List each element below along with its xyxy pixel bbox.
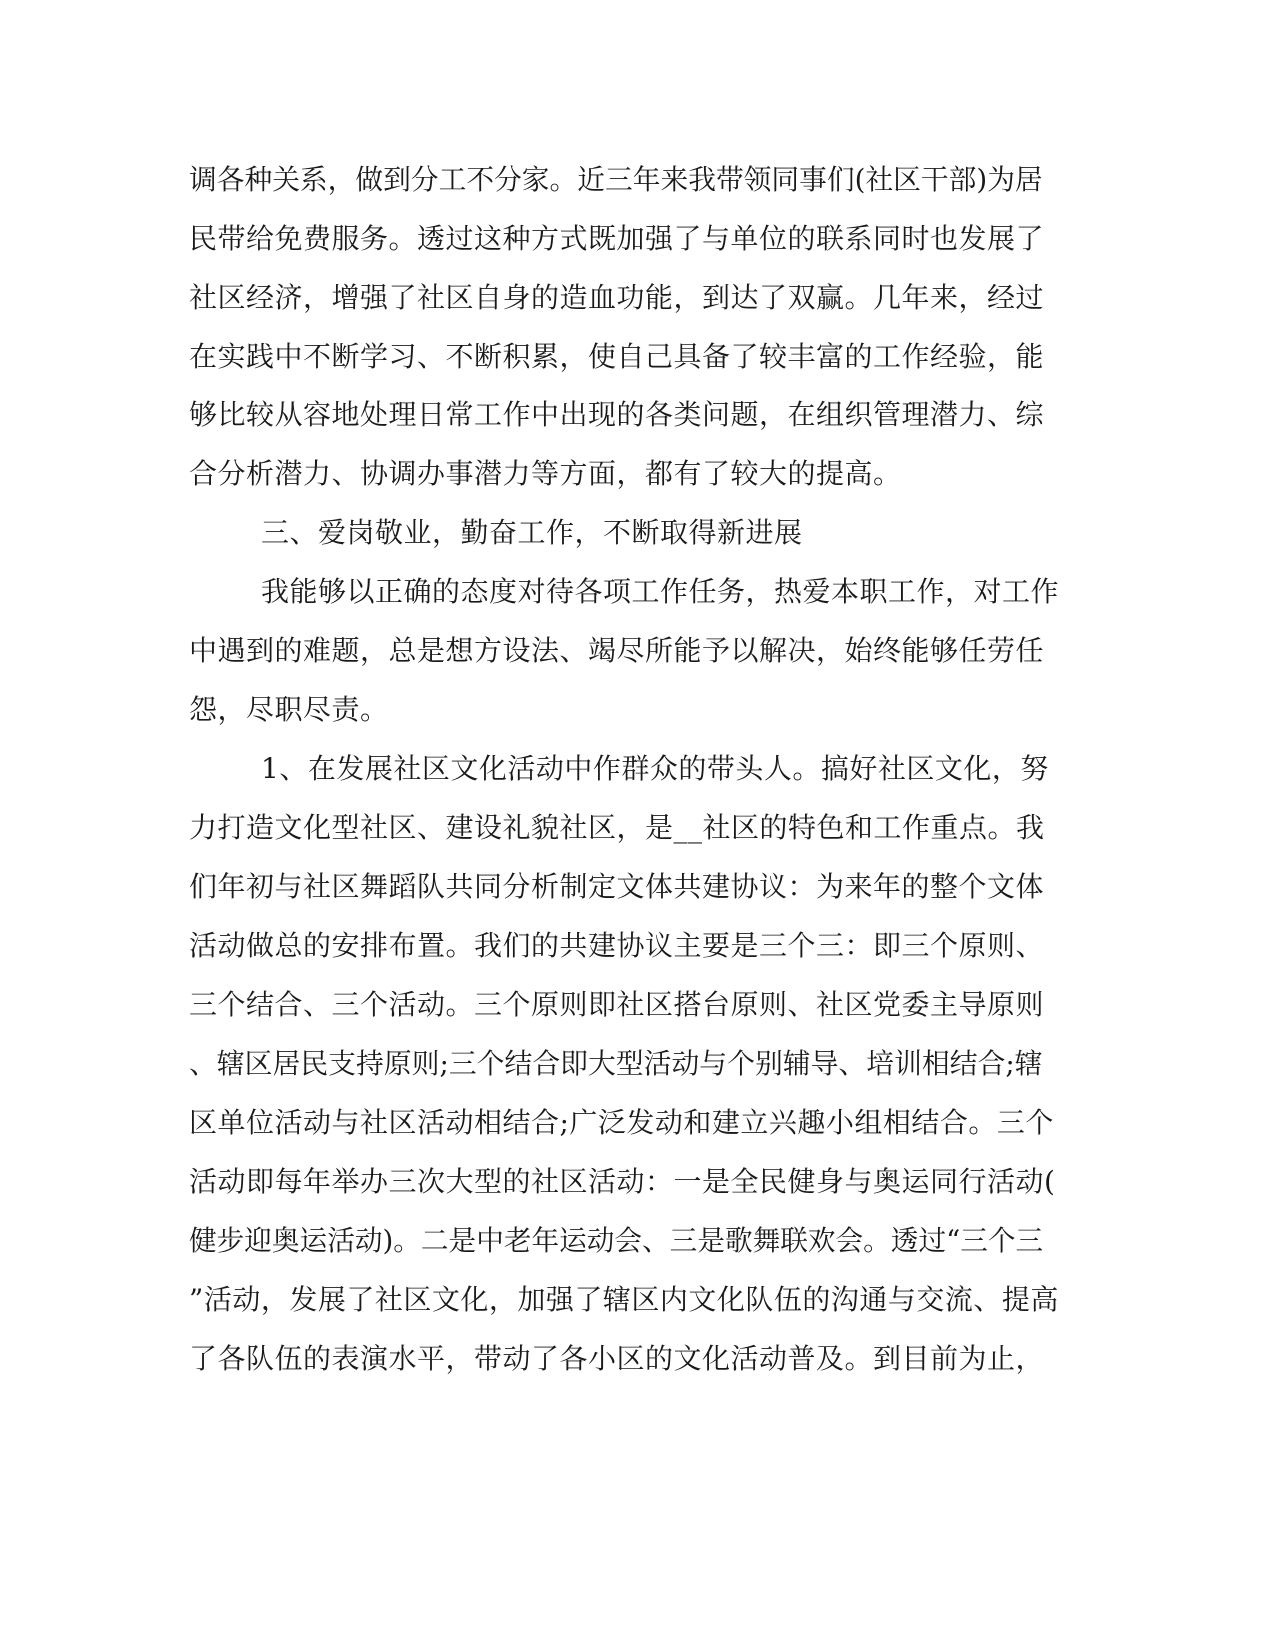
text-line: 健步迎奥运活动)。二是中老年运动会、三是歌舞联欢会。透过“三个三 (189, 1224, 1044, 1257)
text-line: 够比较从容地处理日常工作中出现的各类问题，在组织管理潜力、综 (189, 398, 1045, 431)
text-line: 活动做总的安排布置。我们的共建协议主要是三个三：即三个原则、 (189, 929, 1045, 962)
text-line: 1、在发展社区文化活动中作群众的带头人。搞好社区文化，努 (261, 752, 1049, 785)
text-line: 中遇到的难题，总是想方设法、竭尽所能予以解决，始终能够任劳任 (189, 634, 1045, 667)
text-line: 合分析潜力、协调办事潜力等方面，都有了较大的提高。 (189, 457, 902, 490)
text-line: ”活动，发展了社区文化，加强了辖区内文化队伍的沟通与交流、提高 (189, 1283, 1059, 1316)
text-line: 、辖区居民支持原则;三个结合即大型活动与个别辅导、培训相结合;辖 (189, 1047, 1043, 1080)
text-line: 在实践中不断学习、不断积累，使自己具备了较丰富的工作经验，能 (189, 340, 1045, 373)
text-line: 三个结合、三个活动。三个原则即社区搭台原则、社区党委主导原则 (189, 988, 1045, 1021)
section-heading: 三、爱岗敬业，勤奋工作，不断取得新进展 (261, 516, 803, 549)
text-line: 民带给免费服务。透过这种方式既加强了与单位的联系同时也发展了 (189, 222, 1045, 255)
text-line: 了各队伍的表演水平，带动了各小区的文化活动普及。到目前为止， (189, 1342, 1045, 1375)
text-line: 怨，尽职尽责。 (189, 693, 389, 726)
text-line: 活动即每年举办三次大型的社区活动：一是全民健身与奥运同行活动( (189, 1165, 1056, 1198)
text-line: 力打造文化型社区、建设礼貌社区，是__社区的特色和工作重点。我 (189, 811, 1045, 844)
text-line: 们年初与社区舞蹈队共同分析制定文体共建协议：为来年的整个文体 (189, 870, 1045, 903)
text-line: 社区经济，增强了社区自身的造血功能，到达了双赢。几年来，经过 (189, 281, 1045, 314)
text-line: 我能够以正确的态度对待各项工作任务，热爱本职工作，对工作 (261, 575, 1060, 608)
text-line: 区单位活动与社区活动相结合;广泛发动和建立兴趣小组相结合。三个 (189, 1106, 1054, 1139)
text-line: 调各种关系，做到分工不分家。近三年来我带领同事们(社区干部)为居 (189, 163, 1043, 196)
